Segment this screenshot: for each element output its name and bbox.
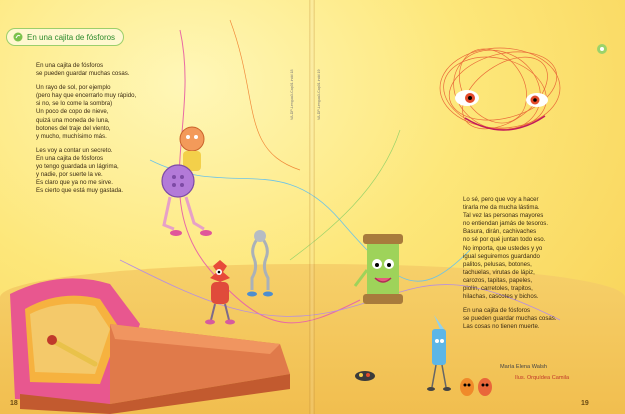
left-page <box>0 0 310 414</box>
poem-line: piolín, carretoles, trapitos, <box>463 285 533 293</box>
poem-line: no sé por qué juntan todo eso. <box>463 236 546 244</box>
poem-line: y mucho, muchísimo más. <box>36 132 107 140</box>
page-title: En una cajita de fósforos <box>27 32 116 42</box>
thread-ball-face <box>425 38 575 148</box>
spool-character <box>355 230 415 320</box>
bug-character <box>353 370 377 382</box>
pencil-character <box>420 315 460 405</box>
red-character <box>195 258 245 328</box>
poem-line: Es claro que ya no me sirve. <box>36 179 113 187</box>
stanza <box>36 147 136 196</box>
poem-line: En una cajita de fósforos <box>463 307 531 315</box>
stanza <box>36 62 136 78</box>
stanza <box>36 84 136 141</box>
poem-line: carozos, tapitas, papeles, <box>463 276 533 284</box>
poem-line: Lo sé, pero que voy a hacer <box>463 196 539 203</box>
poem-line: Las cosas no tienen muerte. <box>463 323 540 331</box>
bell-icon <box>595 42 609 56</box>
poem-line: Les voy a contar un secreto. <box>36 146 113 154</box>
illustrator-credit: Ilus. Orquídea Camila <box>515 375 570 381</box>
poem-line: quizá una moneda de luna, <box>36 116 110 124</box>
poem-line: En una cajita de fósforos <box>36 154 104 162</box>
poem-line: Un rayo de sol, por ejemplo <box>36 84 111 92</box>
right-poem <box>463 196 557 338</box>
poem-line: Un poco de copo de nieve, <box>36 108 109 116</box>
poem-line: se pueden guardar muchas cosas. <box>36 70 130 78</box>
poem-line: se pueden guardar muchas cosas. <box>463 315 557 323</box>
paperclip-character <box>240 228 280 308</box>
right-page <box>315 0 625 414</box>
poem-line: tachuelas, virutas de lápiz, <box>463 268 535 276</box>
poem-line: botones del traje del viento, <box>36 124 111 132</box>
author-credit: María Elena Walsh <box>500 364 548 370</box>
stanza <box>463 307 557 331</box>
poem-line: Es cierto que está muy gastada. <box>36 187 124 195</box>
poem-line: (pero hay que encerrarlo muy rápido, <box>36 92 137 100</box>
leaf-icon <box>13 32 23 42</box>
stanza <box>463 196 557 301</box>
page-number: 19 <box>581 400 589 407</box>
spine-note: VA-DP-Lengua3-Cap01.indd 18 <box>290 69 294 120</box>
title-pill <box>6 28 124 46</box>
page-number: 18 <box>10 400 18 407</box>
poem-line: si no, se lo come la sombra) <box>36 100 113 108</box>
poem-line: hilachas, cascotes y bichos. <box>463 293 539 301</box>
poem-line: tirarla me da mucha lástima. <box>463 204 540 212</box>
poem-line: Basura, dirán, cachivaches <box>463 228 537 236</box>
poem-line: Tal vez las personas mayores <box>463 212 544 220</box>
poem-line: No importa, que ustedes y yo <box>463 244 543 252</box>
poem-line: y nadie, por suerte la ve. <box>36 171 103 179</box>
poem-line: palitos, pelusas, botones, <box>463 260 532 268</box>
poem-line: En una cajita de fósforos <box>36 62 104 69</box>
button-character <box>150 125 230 255</box>
spine-note: VA-DP-Lengua3-Cap01.indd 19 <box>317 69 321 120</box>
poem-line: yo tengo guardada un lágrima, <box>36 163 119 171</box>
left-poem <box>36 62 136 201</box>
poem-line: no entiendan jamás de tesoros. <box>463 220 549 228</box>
poem-line: igual seguiremos guardando <box>463 252 540 260</box>
